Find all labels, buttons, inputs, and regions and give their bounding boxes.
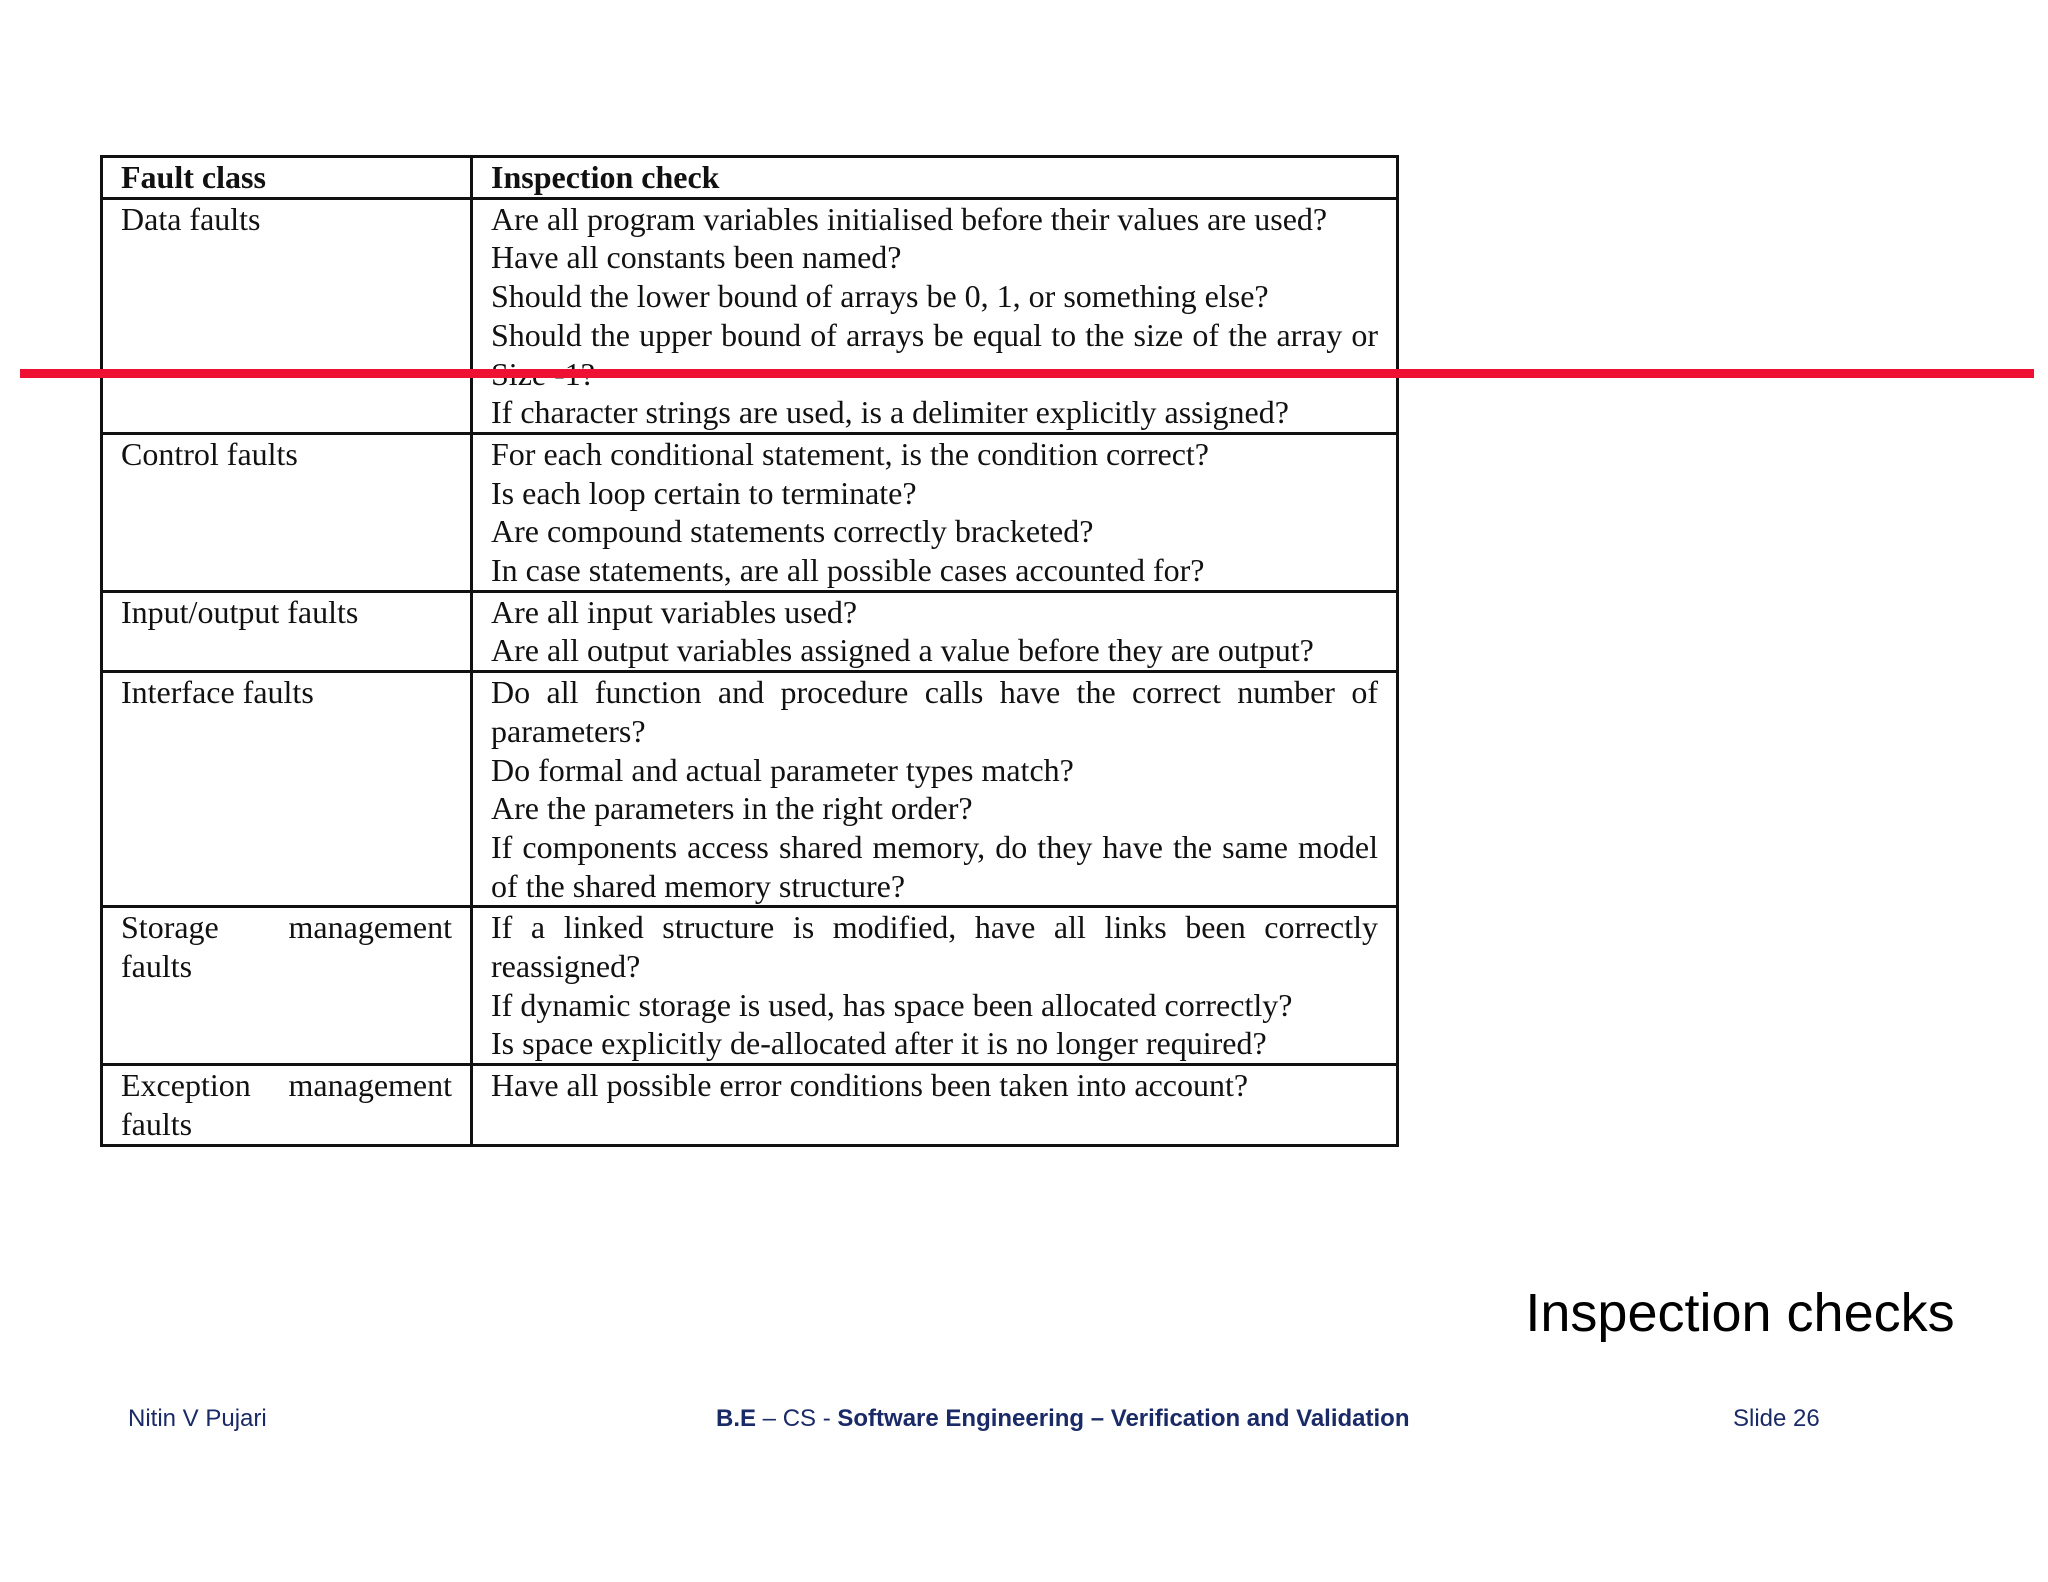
table-row: [102, 591, 1398, 671]
table-row: [102, 907, 1398, 1065]
fault-class-cell: Storage management faults: [102, 907, 472, 1065]
check-item: Have all constants been named?: [491, 239, 902, 276]
red-accent-rule: [20, 369, 2034, 378]
table-row: [102, 433, 1398, 591]
check-item: Are all program variables initialised before their values are used?: [491, 200, 1328, 237]
check-item: If a linked structure is modified, have all links been correctly reassigned?: [491, 909, 1378, 985]
check-item: Are the parameters in the right order?: [491, 790, 973, 827]
check-item: In case statements, are all possible cases accounted for?: [491, 552, 1205, 589]
footer-course: [716, 1404, 1410, 1434]
inspection-check-cell: [472, 907, 1398, 1065]
fault-class-cell: Control faults: [102, 433, 472, 591]
check-item: If dynamic storage is used, has space been allocated correctly?: [491, 986, 1293, 1023]
inspection-checks-table: [100, 155, 1399, 1147]
check-item: Are all output variables assigned a value before they are output?: [491, 632, 1314, 669]
check-item: Is each loop certain to terminate?: [491, 474, 917, 511]
inspection-check-cell: [472, 672, 1398, 907]
inspection-check-cell: [472, 433, 1398, 591]
check-item: If components access shared memory, do they have the same model of the shared memory structure?: [491, 828, 1378, 904]
check-item: Should the upper bound of arrays be equal to the size of the array or: [491, 316, 1378, 353]
check-item: Are compound statements correctly bracketed?: [491, 513, 1094, 550]
fault-class-cell: Input/output faults: [102, 591, 472, 671]
check-item: Do formal and actual parameter types match?: [491, 751, 1074, 788]
fault-class-cell: Interface faults: [102, 672, 472, 907]
check-item: Have all possible error conditions been taken into account?: [491, 1067, 1249, 1104]
check-item: Are all input variables used?: [491, 593, 858, 630]
footer-course-separator: – CS -: [756, 1405, 838, 1432]
check-item: Do all function and procedure calls have the correct number of parameters?: [491, 674, 1378, 749]
footer-slide-number: Slide 26: [1733, 1405, 1820, 1432]
header-inspection-check: Inspection check: [472, 157, 1398, 199]
check-item: Should the lower bound of arrays be 0, 1, or something else?: [491, 278, 1269, 315]
table-row: [102, 1065, 1398, 1145]
inspection-check-cell: [472, 591, 1398, 671]
check-item: If character strings are used, is a delimiter explicitly assigned?: [491, 394, 1289, 431]
table-header-row: [102, 157, 1398, 199]
slide-title: Inspection checks: [1525, 1283, 1955, 1343]
footer-author: Nitin V Pujari: [128, 1405, 267, 1432]
header-fault-class: Fault class: [102, 157, 472, 199]
fault-class-cell: Data faults: [102, 198, 472, 433]
fault-class-cell: Exception management faults: [102, 1065, 472, 1145]
inspection-check-cell: [472, 1065, 1398, 1145]
check-item: For each conditional statement, is the condition correct?: [491, 435, 1209, 472]
inspection-check-cell: [472, 198, 1398, 433]
check-item: Is space explicitly de-allocated after it is no longer required?: [491, 1025, 1267, 1062]
table-row: [102, 672, 1398, 907]
table-row: [102, 198, 1398, 433]
footer-course-name: Software Engineering – Verification and Validation: [837, 1405, 1410, 1432]
footer-course-prefix: B.E: [716, 1405, 757, 1432]
